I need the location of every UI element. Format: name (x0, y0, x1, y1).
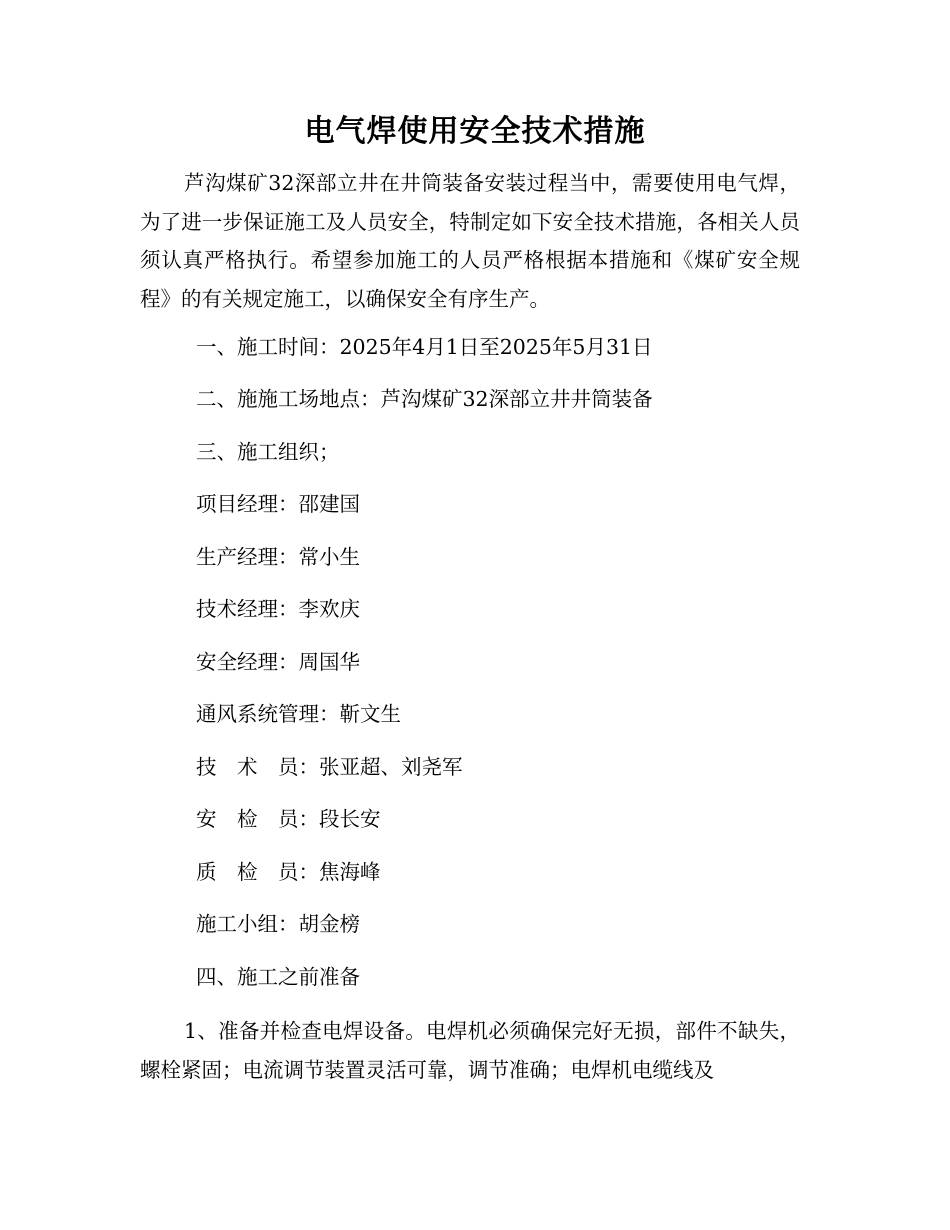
section-preparation-heading: 四、施工之前准备 (196, 965, 360, 989)
staff-safety-manager: 安全经理：周国华 (196, 650, 360, 674)
staff-technicians: 技 术 员：张亚超、刘尧军 (196, 755, 463, 779)
staff-production-manager: 生产经理：常小生 (196, 545, 360, 569)
staff-technical-manager: 技术经理：李欢庆 (196, 597, 360, 621)
preparation-item-1: 1、准备并检查电焊设备。电焊机必须确保完好无损，部件不缺失，螺栓紧固；电流调节装置灵活可靠，调节准确；电焊机电缆线及 (140, 1019, 800, 1082)
staff-project-manager: 项目经理：邵建国 (196, 492, 360, 516)
staff-quality-inspector: 质 检 员：焦海峰 (196, 860, 381, 884)
staff-construction-team: 施工小组：胡金榜 (196, 912, 360, 936)
staff-ventilation-manager: 通风系统管理：靳文生 (196, 702, 401, 726)
document-title: 电气焊使用安全技术措施 (304, 114, 646, 149)
section-construction-time: 一、施工时间：2025年4月1日至2025年5月31日 (196, 335, 653, 359)
intro-paragraph: 芦沟煤矿32深部立井在井筒装备安装过程当中，需要使用电气焊，为了进一步保证施工及人员安全，特制定如下安全技术措施，各相关人员须认真严格执行。希望参加施工的人员严格根据本措施和《煤矿安全规程》的有关规定施工，以确保安全有序生产。 (140, 171, 800, 311)
section-construction-site: 二、施施工场地点：芦沟煤矿32深部立井井筒装备 (196, 387, 653, 411)
staff-safety-inspector: 安 检 员：段长安 (196, 807, 381, 831)
section-organization-heading: 三、施工组织； (196, 440, 340, 464)
